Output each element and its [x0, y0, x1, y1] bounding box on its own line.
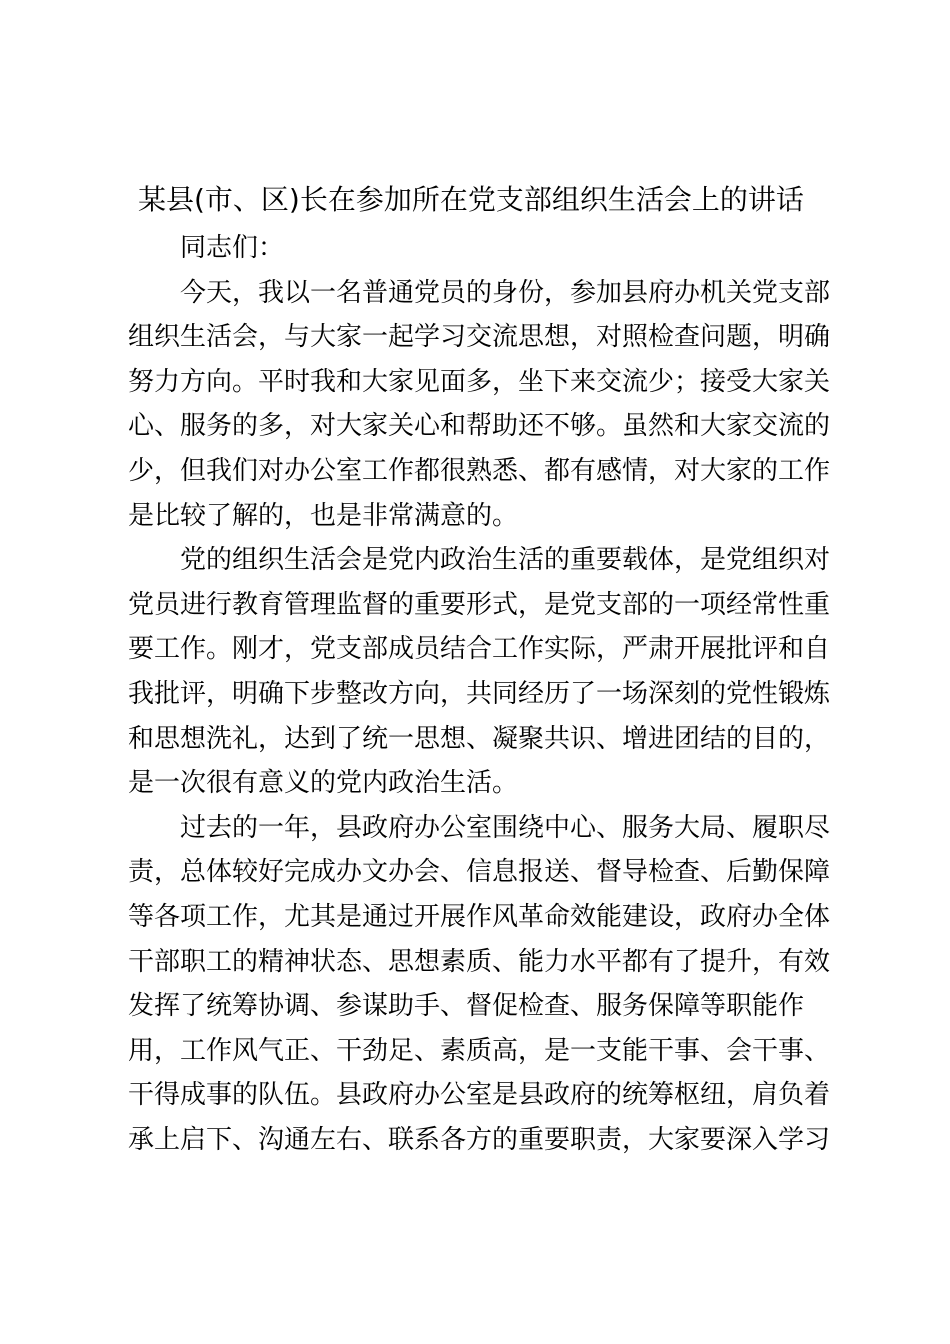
salutation-line: 同志们：	[180, 233, 285, 263]
paragraph-1-line-2: 组织生活会，与大家一起学习交流思想，对照检查问题，明确	[128, 322, 831, 353]
paragraph-3-line-1: 过去的一年，县政府办公室围绕中心、服务大局、履职尽	[180, 812, 831, 843]
paragraph-3-line-2: 责，总体较好完成办文办会、信息报送、督导检查、后勤保障	[128, 857, 831, 888]
document-body	[128, 226, 831, 1162]
paragraph-2-line-3: 要工作。刚才，党支部成员结合工作实际，严肃开展批评和自	[128, 634, 831, 665]
paragraph-1-line-4: 心、服务的多，对大家关心和帮助还不够。虽然和大家交流的	[128, 411, 831, 442]
paragraph-1-line-6: 是比较了解的，也是非常满意的。	[128, 500, 519, 531]
paragraph-3-line-7: 干得成事的队伍。县政府办公室是县政府的统筹枢纽，肩负着	[128, 1080, 831, 1111]
paragraph-3-line-4: 干部职工的精神状态、思想素质、能力水平都有了提升，有效	[128, 946, 831, 977]
paragraph-2-line-2: 党员进行教育管理监督的重要形式，是党支部的一项经常性重	[128, 589, 831, 620]
paragraph-1-line-1: 今天，我以一名普通党员的身份，参加县府办机关党支部	[180, 277, 831, 308]
paragraph-2-line-5: 和思想洗礼，达到了统一思想、凝聚共识、增进团结的目的，	[128, 723, 831, 754]
paragraph-3-line-6: 用，工作风气正、干劲足、素质高，是一支能干事、会干事、	[128, 1035, 831, 1066]
paragraph-3-line-3: 等各项工作，尤其是通过开展作风革命效能建设，政府办全体	[128, 901, 831, 932]
paragraph-2-line-4: 我批评，明确下步整改方向，共同经历了一场深刻的党性锻炼	[128, 678, 831, 709]
paragraph-3-line-5: 发挥了统筹协调、参谋助手、督促检查、服务保障等职能作	[128, 991, 805, 1022]
paragraph-2-line-6: 是一次很有意义的党内政治生活。	[128, 768, 519, 799]
paragraph-3-line-8: 承上启下、沟通左右、联系各方的重要职责，大家要深入学习	[128, 1124, 831, 1155]
paragraph-1-line-5: 少，但我们对办公室工作都很熟悉、都有感情，对大家的工作	[128, 455, 831, 486]
document-title: 某县(市、区)长在参加所在党支部组织生活会上的讲话	[138, 183, 804, 216]
paragraph-1-line-3: 努力方向。平时我和大家见面多，坐下来交流少；接受大家关	[128, 366, 831, 397]
paragraph-2-line-1: 党的组织生活会是党内政治生活的重要载体，是党组织对	[180, 545, 831, 576]
